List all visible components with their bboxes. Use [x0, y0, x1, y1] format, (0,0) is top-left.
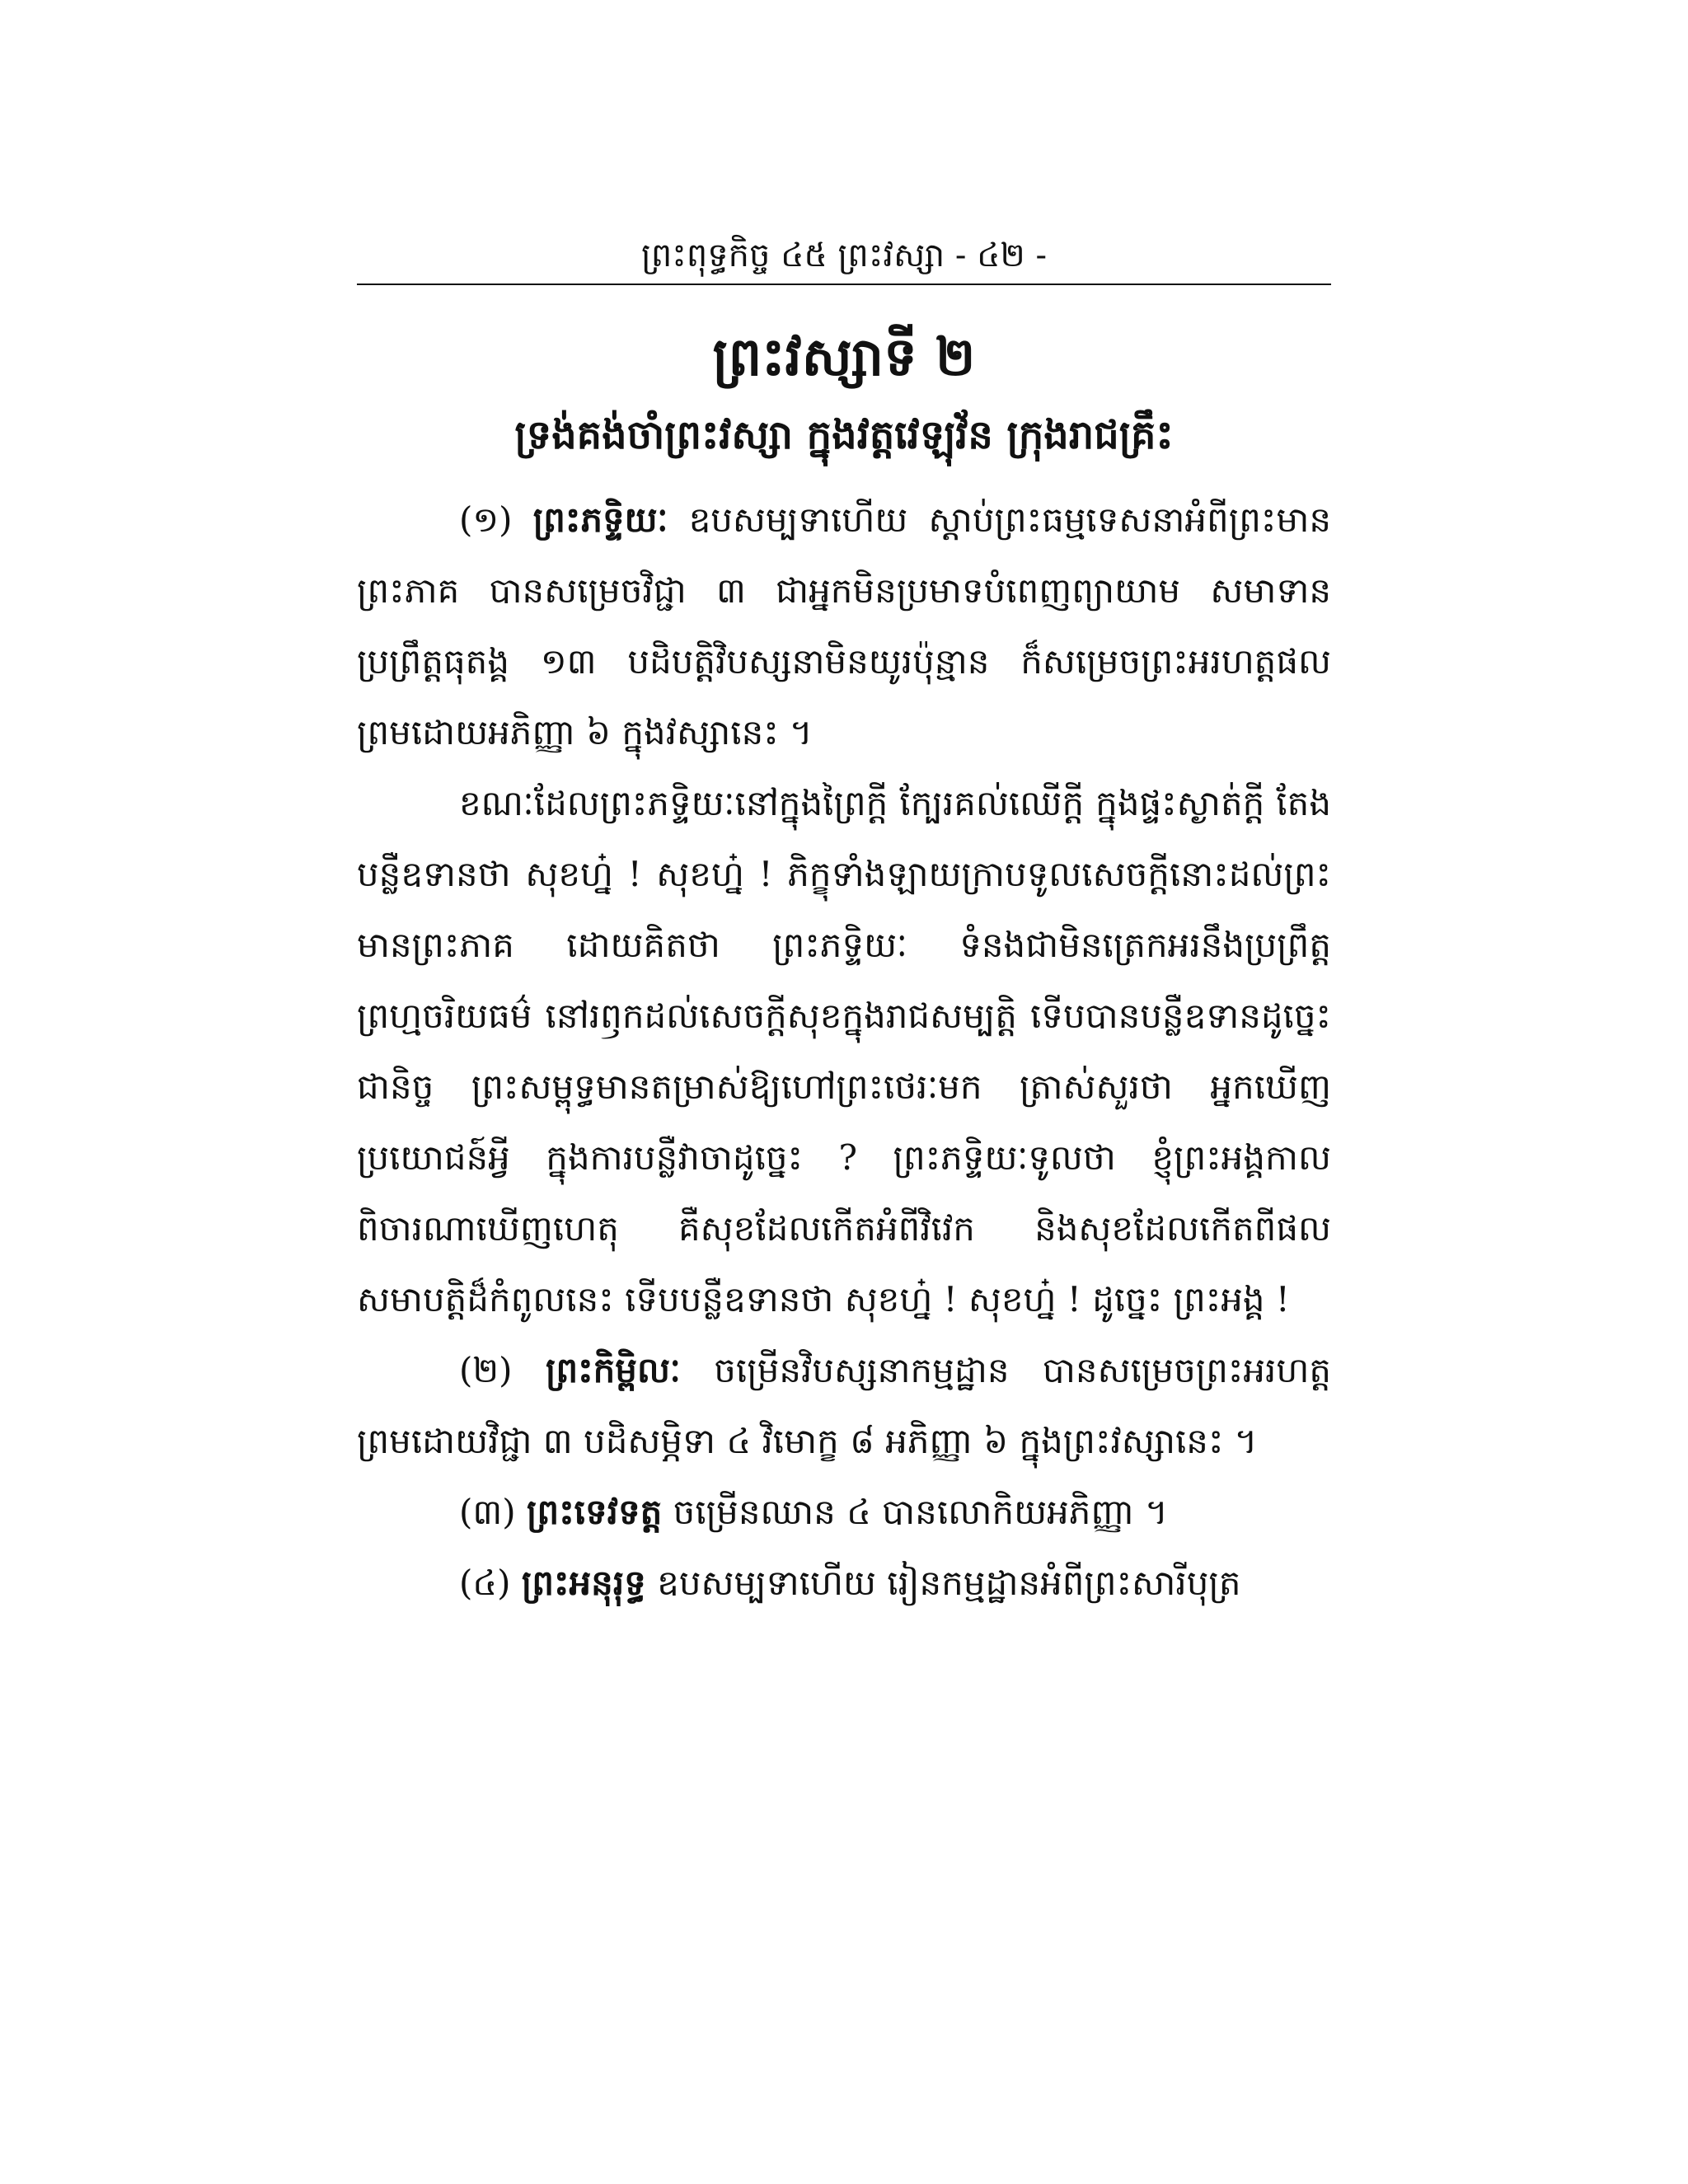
paragraph-3	[357, 1335, 1331, 1477]
paragraph-4	[357, 1477, 1331, 1548]
paragraph-text: ឧបសម្បទាហើយ ស្តាប់ព្រះធម្មទេសនាអំពីព្រះមានព្រះភាគ បានសម្រេចវិជ្ជា ៣ ជាអ្នកមិនប្រមាទបំពេញព្យាយាម សមាទានប្រព្រឹត្តធុតង្គ ១៣ បដិបត្តិវិបស្សនាមិនយូរប៉ុន្មាន ក៏សម្រេចព្រះអរហត្តផលព្រមដោយអភិញ្ញា ៦ ក្នុងវស្សានេះ ។	[357, 499, 1331, 752]
paragraph-number: (៤)	[459, 1563, 511, 1603]
monk-name: ព្រះអនុរុទ្ធ	[521, 1563, 646, 1603]
monk-name: ព្រះទេវទត្ត	[527, 1492, 663, 1532]
paragraph-5	[357, 1548, 1331, 1619]
paragraph-2	[357, 768, 1331, 1335]
chapter-title: ព្រះវស្សាទី ២	[712, 326, 976, 388]
monk-name: ព្រះកិម្ពិលៈ	[546, 1350, 681, 1390]
paragraph-number: (១)	[459, 499, 513, 540]
running-header: ព្រះពុទ្ធកិច្ច ៤៥ ព្រះវស្សា - ៤២ -	[641, 237, 1047, 274]
paragraph-text: ចម្រើនវិបស្សនាកម្មដ្ឋាន បានសម្រេចព្រះអរហត្តព្រមដោយវិជ្ជា ៣ បដិសម្ភិទា ៤ វិមោក្ខ ៨ អភិញ្ញា ៦ ក្នុងព្រះវស្សានេះ ។	[357, 1350, 1331, 1461]
header-rule	[357, 284, 1331, 285]
book-page	[357, 231, 1331, 1619]
paragraph-text: ខណៈដែលព្រះភទ្ទិយៈនៅក្នុងព្រៃក្តី ក្បែរគល់ឈើក្តី ក្នុងផ្ទះស្ងាត់ក្តី តែងបន្លឺឧទានថា សុខហ្ន៎ ! សុខហ្ន៎ ! ភិក្ខុទាំងឡាយក្រាបទូលសេចក្តីនោះដល់ព្រះមានព្រះភាគ ដោយគិតថា ព្រះភទ្ទិយៈ ទំនងជាមិនត្រេកអរនឹងប្រព្រឹត្តព្រហ្មចរិយធម៌ នៅរឭកដល់សេចក្តីសុខក្នុងរាជសម្បត្តិ ទើបបានបន្លឺឧទានដូច្នេះជានិច្ច ព្រះសម្ពុទ្ធមានតម្រាស់ឱ្យហៅព្រះថេរៈមក ត្រាស់សួរថា អ្នកឃើញប្រយោជន៍អ្វី ក្នុងការបន្លឺវាចាដូច្នេះ ? ព្រះភទ្ទិយៈទូលថា ខ្ញុំព្រះអង្គកាលពិចារណាឃើញហេតុ គឺសុខដែលកើតអំពីវិវេក និងសុខដែលកើតពីផលសមាបត្តិដ៏កំពូលនេះ ទើបបន្លឺឧទានថា សុខហ្ន៎ ! សុខហ្ន៎ ! ដូច្នេះ ព្រះអង្គ !	[357, 783, 1331, 1319]
paragraph-number: (២)	[459, 1350, 513, 1390]
chapter-subtitle: ទ្រង់គង់ចាំព្រះវស្សា ក្នុងវត្តវេឡុវ័ន ក្រុងរាជគ្រឹះ	[514, 412, 1174, 458]
monk-name: ព្រះភទ្ទិយៈ	[532, 499, 668, 540]
paragraph-1	[357, 485, 1331, 768]
paragraph-text: ឧបសម្បទាហើយ រៀនកម្មដ្ឋានអំពីព្រះសារីបុត្រ	[645, 1563, 1241, 1603]
body-text	[357, 485, 1331, 1619]
paragraph-number: (៣)	[459, 1492, 516, 1532]
paragraph-text: ចម្រើនឈាន ៤ បានលោកិយអភិញ្ញា ។	[662, 1492, 1168, 1532]
